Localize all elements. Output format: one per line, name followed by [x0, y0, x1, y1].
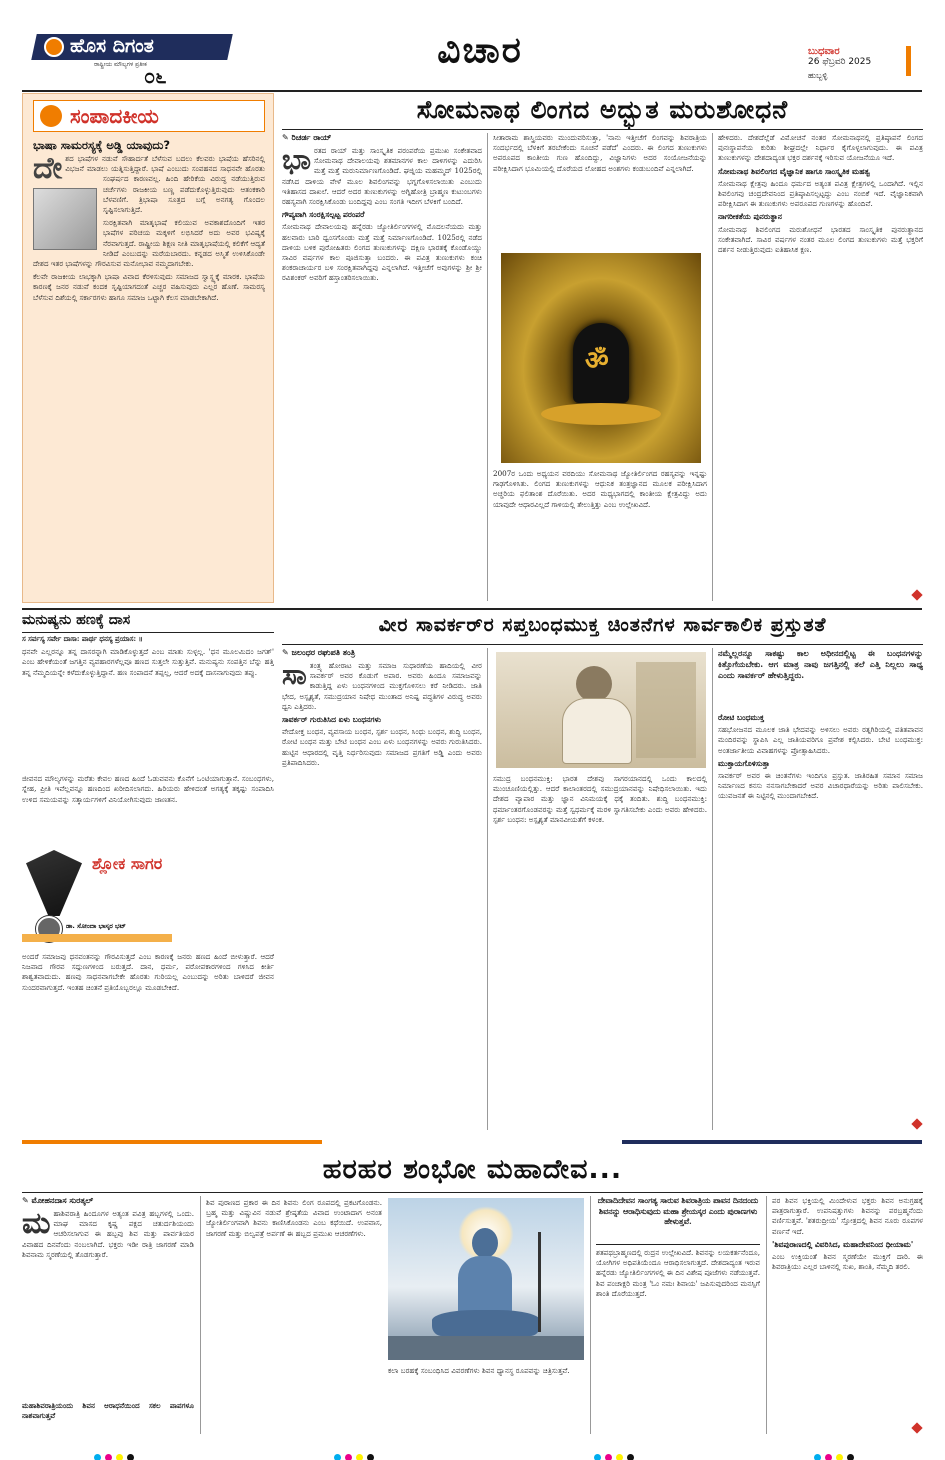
savarkar-subhead-3: ಮುಕ್ತಾಯಗೊಳಿಸುತ್ತಾ — [718, 758, 770, 768]
shiva-col2-text: ಶಿವ ಪುರಾಣದ ಪ್ರಕಾರ ಈ ದಿನ ಶಿವನು ಲಿಂಗ ರೂಪದಲ್ಲಿ ಪ್ರಕಟಗೊಂಡನು. ಬ್ರಹ್ಮ ಮತ್ತು ವಿಷ್ಣುವಿನ ನಡುವೆ ಶ್ರೇಷ್ಠತೆಯ ವಿವಾದ ಉಂಟಾದಾಗ ಅನಂತ ಜ್ಯೋತಿರ್ಲಿಂಗವಾಗಿ ಶಿವನು ಕಾಣಿಸಿಕೊಂಡನು ಎಂಬ ಕಥೆಯಿದೆ. ಉಪವಾಸ, ಜಾಗರಣೆ ಮತ್ತು ಬಿಲ್ವಪತ್ರೆ ಅರ್ಪಣೆ ಈ ಹಬ್ಬದ ಪ್ರಮುಖ ಆಚರಣೆಗಳು. — [206, 1198, 382, 1238]
savarkar-col-3: ನಮ್ಮೆಲ್ಲರನ್ನೂ ಸಾಕಷ್ಟು ಕಾಲ ಅಧೀನದಲ್ಲಿಟ್ಟ ಈ ಬಂಧನಗಳನ್ನು ಕಿತ್ತೊಗೆಯಬೇಕು. ಆಗ ಮಾತ್ರ ನಾವು ಜಗತ್ತಿನಲ್ಲಿ ತಲೆ ಎತ್ತಿ ನಿಲ್ಲಲು ಸಾಧ್ಯ ಎಂದು ಸಾವರ್ಕರ್ ಹೇಳುತ್ತಿದ್ದರು. ರೋಟಿ ಬಂಧಮುಕ್ತ ಸಹಭೋಜನದ ಮೂಲಕ ಜಾತಿ ಭೇದವನ್ನು ಅಳಿಸಲು ಅವರು ರತ್ನಗಿರಿಯಲ್ಲಿ ಪತಿತಪಾವನ ಮಂದಿರವನ್ನು ಸ್ಥಾಪಿಸಿ ಎಲ್ಲ ಜಾತಿಯವರಿಗೂ ಪ್ರವೇಶ ಕಲ್ಪಿಸಿದರು. ಬೇಟಿ ಬಂಧಮುಕ್ತ: ಅಂತರ್ಜಾತೀಯ ವಿವಾಹಗಳನ್ನು ಪ್ರೋತ್ಸಾಹಿಸಿದರು. ಮುಕ್ತಾಯಗೊಳಿಸುತ್ತಾ ಸಾವರ್ಕರ್ ಅವರ ಈ ಚಿಂತನೆಗಳು ಇಂದಿಗೂ ಪ್ರಸ್ತುತ. ಜಾತಿರಹಿತ ಸಮಾನ ಸಮಾಜ ನಿರ್ಮಾಣದ ಕನಸು ನನಸಾಗಬೇಕಾದರೆ ಅವರ ವಿಚಾರಧಾರೆಯನ್ನು ಅರಿತು ಪಾಲಿಸಬೇಕು. ಯುವಜನತೆ ಈ ನಿಟ್ಟಿನಲ್ಲಿ ಮುಂದಾಗಬೇಕಿದೆ. — [718, 648, 923, 1132]
editorial-emblem-icon — [40, 105, 62, 127]
editorial-box — [22, 93, 274, 603]
savarkar-subhead-1: ಸಾವರ್ಕರ್ ಗುರುತಿಸಿದ ಏಳು ಬಂಧನಗಳು — [282, 715, 381, 725]
page-number: ೦೬ — [144, 64, 167, 88]
lead-byline: ✎ ರಿಚರ್ಡ ರಾಯ್ — [282, 133, 332, 142]
shloka-badge-label: ಶ್ಲೋಕ ಸಾಗರ — [92, 854, 163, 873]
shloka-verse: ಸ ಸರ್ವಸ್ಯ ಸರ್ವೇ ದಾಸಾ: ಪಾರ್ಥ ಧನಸ್ಯ ಪ್ರಯಾಸ: ॥ — [22, 634, 143, 643]
om-symbol-icon: ॐ — [585, 346, 609, 376]
lead-photo-caption: 2007ರ ಒಂದು ಅಧ್ಯಯನ ವರದಿಯು ಸೋಮನಾಥ ಜ್ಯೋತಿರ್ಲಿಂಗದ ರಹಸ್ಯವನ್ನು ಇನ್ನಷ್ಟು ಗಾಢಗೊಳಿಸಿತು. ಲಿಂಗದ ತುಣುಕುಗಳನ್ನು ಆಧುನಿಕ ತಂತ್ರಜ್ಞಾನದ ಮೂಲಕ ಪರೀಕ್ಷಿಸಿದಾಗ ಅಚ್ಚರಿಯ ಫಲಿತಾಂಶ ದೊರೆಯಿತು. ಅದರ ಮಧ್ಯಭಾಗದಲ್ಲಿ ಕಾಂತೀಯ ಕ್ಷೇತ್ರವಿದ್ದು ಅದು ಯಾವುದೇ ಆಧಾರವಿಲ್ಲದೆ ಗಾಳಿಯಲ್ಲಿ ತೇಲುತ್ತಿತ್ತು ಎಂಬ ಉಲ್ಲೇಖವಿದೆ. — [493, 469, 707, 509]
shiva-col3-text: ಶತಪಥಬ್ರಾಹ್ಮಣದಲ್ಲಿ ರುದ್ರನ ಉಲ್ಲೇಖವಿದೆ. ಶಿವನನ್ನು ಲಯಕರ್ತನೆಂದೂ, ಯೋಗಿಗಳ ಅಧಿಪತಿಯೆಂದೂ ಆರಾಧಿಸಲಾಗುತ್ತದೆ. ದೇಶದಾದ್ಯಂತ ಇರುವ ಹನ್ನೆರಡು ಜ್ಯೋತಿರ್ಲಿಂಗಗಳಲ್ಲಿ ಈ ದಿನ ವಿಶೇಷ ಪೂಜೆಗಳು ನಡೆಯುತ್ತವೆ. ಶಿವ ಪಂಚಾಕ್ಷರಿ ಮಂತ್ರ 'ಓಂ ನಮಃ ಶಿವಾಯ' ಜಪಿಸುವುದರಿಂದ ಮನಸ್ಸಿಗೆ ಶಾಂತಿ ದೊರೆಯುತ್ತದೆ. — [596, 1248, 760, 1298]
registration-marks — [0, 1444, 945, 1456]
registration-dots-icon — [812, 1446, 856, 1460]
logo-text: ಹೊಸ ದಿಗಂತ — [70, 35, 154, 57]
masthead-rule — [22, 90, 922, 92]
lead-col3-text: ಹೇಳಿದರು. ದೇಶದೆಲ್ಲೆಡೆ ವಿಮೋಚನೆ ನಂತರ ಸೋಮನಾಥನಲ್ಲಿ ಪ್ರತಿಷ್ಠಾಪನೆ ಲಿಂಗದ ಪುನಃಸ್ಥಾಪನೆಯ ಕುರಿತು ಶೀಘ್ರದಲ್ಲೇ ನಿರ್ಧಾರ ಕೈಗೊಳ್ಳಲಾಗುವುದು. ಈ ಪವಿತ್ರ ತುಣುಕುಗಳನ್ನು ದೇಶದಾದ್ಯಂತ ಭಕ್ತರ ದರ್ಶನಕ್ಕೆ ಇರಿಸುವ ಯೋಜನೆಯೂ ಇದೆ. ಸೋಮನಾಥ ಶಿವಲಿಂಗದ ವೈಜ್ಞಾನಿಕ ಹಾಗೂ ಸಾಂಸ್ಕೃತಿಕ ಮಹತ್ವ ಸೋಮನಾಥ ಕ್ಷೇತ್ರವು ಹಿಂದೂ ಧರ್ಮದ ಅತ್ಯಂತ ಪವಿತ್ರ ಕ್ಷೇತ್ರಗಳಲ್ಲಿ ಒಂದಾಗಿದೆ. ಇಲ್ಲಿನ ಶಿವಲಿಂಗವು ಚಂದ್ರದೇವನಿಂದ ಪ್ರತಿಷ್ಠಾಪಿಸಲ್ಪಟ್ಟದ್ದು ಎಂಬ ನಂಬಿಕೆ ಇದೆ. ವೈಜ್ಞಾನಿಕವಾಗಿ ಪರೀಕ್ಷಿಸಿದಾಗ ಈ ತುಣುಕುಗಳು ಅಪರೂಪದ ಗುಣಗಳನ್ನು ಹೊಂದಿವೆ. ನಾಗರೀಕತೆಯ ಪುನರುತ್ಥಾನ ಸೋಮನಾಥ ಶಿವಲಿಂಗದ ಮರುಶೋಧನೆ ಭಾರತದ ಸಾಂಸ್ಕೃತಿಕ ಪುನರುತ್ಥಾನದ ಸಂಕೇತವಾಗಿದೆ. ಸಾವಿರ ವರ್ಷಗಳ ನಂತರ ಮೂಲ ಲಿಂಗದ ತುಣುಕುಗಳು ಮತ್ತೆ ಭಕ್ತರಿಗೆ ದರ್ಶನ ನೀಡುತ್ತಿರುವುದು ಐತಿಹಾಸಿಕ ಕ್ಷಣ. — [718, 133, 923, 255]
section-title: ವಿಚಾರ — [437, 30, 523, 71]
shloka-badge — [22, 844, 274, 946]
lead-article — [282, 93, 923, 605]
savarkar-col2-text: ಸಮುದ್ರ ಬಂಧನಮುಕ್ತಿ: ಭಾರತ ದೇಶವು ಸಾಗರಯಾನದಲ್ಲಿ ಒಂದು ಕಾಲದಲ್ಲಿ ಮುಂಚೂಣಿಯಲ್ಲಿತ್ತು. ಆದರೆ ಕಾಲಾಂತರದಲ್ಲಿ ಸಮುದ್ರಯಾನವನ್ನು ನಿಷೇಧಿಸಲಾಯಿತು. ಇದು ದೇಶದ ವ್ಯಾಪಾರ ಮತ್ತು ಜ್ಞಾನ ವಿನಿಮಯಕ್ಕೆ ಧಕ್ಕೆ ತಂದಿತು. ಶುದ್ಧಿ ಬಂಧನಮುಕ್ತಿ: ಧರ್ಮಾಂತರಗೊಂಡವರನ್ನು ಮತ್ತೆ ಸ್ವಧರ್ಮಕ್ಕೆ ಮರಳಿ ಸ್ವಾಗತಿಸಬೇಕು ಎಂದು ಅವರು ಹೇಳಿದರು. ಸ್ಪರ್ಶ ಬಂಧನ: ಅಸ್ಪೃಶ್ಯತೆ ಮಾನವೀಯತೆಗೆ ಕಳಂಕ. — [493, 774, 707, 824]
shiva-title: ಹರಹರ ಶಂಭೋ ಮಹಾದೇವ... — [322, 1154, 623, 1185]
date-block — [808, 46, 871, 81]
savarkar-col-1: ✎ ಜಲಂಧರ ರಘುಪತಿ ತಂತ್ರಿ ಸಾ ತಂತ್ರ್ಯ ಹೋರಾಟ ಮತ್ತು ಸಮಾಜ ಸುಧಾರಣೆಯ ಹಾದಿಯಲ್ಲಿ ವೀರ ಸಾವರ್ಕರ್ ಅವರ ಕೊಡುಗೆ ಅಪಾರ. ಅವರು ಹಿಂದೂ ಸಮಾಜವನ್ನು ಕಾಡುತ್ತಿದ್ದ ಏಳು ಬಂಧನಗಳಿಂದ ಮುಕ್ತಗೊಳಿಸಲು ಕರೆ ನೀಡಿದರು. ಜಾತಿ ಭೇದ, ಅಸ್ಪೃಶ್ಯತೆ, ಸಮುದ್ರಯಾನ ನಿಷೇಧ ಮುಂತಾದ ಅನಿಷ್ಟ ಪದ್ಧತಿಗಳ ವಿರುದ್ಧ ಅವರು ಧ್ವನಿ ಎತ್ತಿದರು. ಸಾವರ್ಕರ್ ಗುರುತಿಸಿದ ಏಳು ಬಂಧನಗಳು ವೇದೋಕ್ತ ಬಂಧನ, ವ್ಯವಸಾಯ ಬಂಧನ, ಸ್ಪರ್ಶ ಬಂಧನ, ಸಿಂಧು ಬಂಧನ, ಶುದ್ಧಿ ಬಂಧನ, ರೋಟಿ ಬಂಧನ ಮತ್ತು ಬೇಟಿ ಬಂಧನ ಎಂಬ ಏಳು ಬಂಧನಗಳನ್ನು ಅವರು ಗುರುತಿಸಿದರು. ಹುಟ್ಟಿನ ಆಧಾರದಲ್ಲಿ ವೃತ್ತಿ ನಿರ್ಧರಿಸುವುದು ಸಮಾಜದ ಪ್ರಗತಿಗೆ ಅಡ್ಡಿ ಎಂದು ಅವರು ಪ್ರತಿಪಾದಿಸಿದರು. — [282, 648, 482, 767]
shiva-verse: ಮಹಾಶಿವರಾತ್ರಿಯಂದು ಶಿವನ ಆರಾಧನೆಯಿಂದ ಸಕಲ ಪಾಪಗಳೂ ನಾಶವಾಗುತ್ತವೆ — [22, 1401, 194, 1421]
somnath-linga-photo — [501, 253, 701, 463]
editorial-label: ಸಂಪಾದಕೀಯ — [70, 104, 159, 128]
editorial-dropcap: ದೇ — [33, 154, 63, 186]
shiva-col-4: ಪರ ಶಿವನ ಭಕ್ತಿಯಲ್ಲಿ ಮಿಂದೇಳುವ ಭಕ್ತರು ಶಿವನ ಅನುಗ್ರಹಕ್ಕೆ ಪಾತ್ರರಾಗುತ್ತಾರೆ. ಉಪನಿಷತ್ತುಗಳು ಶಿವನನ್ನು ಪರಬ್ರಹ್ಮನೆಂದು ವರ್ಣಿಸುತ್ತವೆ. 'ಶತರುದ್ರೀಯ' ಸ್ತೋತ್ರದಲ್ಲಿ ಶಿವನ ನೂರು ರೂಪಗಳ ವರ್ಣನೆ ಇದೆ. 'ಶಿವಪುರಾಣದಲ್ಲಿ ವಿವರಿಸಿದ, ಮಹಾದೇವನಿಂದ ಧೀಯಾಮ' ಎಂಬ ಉಕ್ತಿಯಂತೆ ಶಿವನ ಸ್ಮರಣೆಯೇ ಮುಕ್ತಿಗೆ ದಾರಿ. ಈ ಶಿವರಾತ್ರಿಯು ಎಲ್ಲರ ಬಾಳಿನಲ್ಲಿ ಸುಖ, ಶಾಂತಿ, ನೆಮ್ಮದಿ ತರಲಿ. — [772, 1196, 923, 1436]
shiva-head-icon — [472, 1228, 498, 1258]
lead-subhead-3: ನಾಗರೀಕತೆಯ ಪುನರುತ್ಥಾನ — [718, 212, 783, 222]
shloka-title: ಮನುಷ್ಯನು ಹಣಕ್ಕೆ ದಾಸ — [22, 612, 131, 628]
editorial-title: ಭಾಷಾ ಸಾಮರಸ್ಯಕ್ಕೆ ಅಡ್ಡಿ ಯಾವುದು? — [33, 138, 171, 152]
lead-col2-text: ಸೀತಾರಾಮ ಶಾಸ್ತ್ರಿಯವರು ಮುಂದುವರಿಸುತ್ತಾ, 'ನಾನು ಇತ್ತೀಚೆಗೆ ಲಿಂಗವನ್ನು ಶಿವರಾತ್ರಿಯ ಸಂದರ್ಭದಲ್ಲಿ ಬೆಳಕಿಗೆ ತರಬೇಕೆಂದು ಸೂಚನೆ ಪಡೆದೆ' ಎಂದರು. ಈ ಲಿಂಗದ ತುಣುಕುಗಳು ಅಪರೂಪದ ಕಾಂತೀಯ ಗುಣ ಹೊಂದಿದ್ದು, ವಿಜ್ಞಾನಿಗಳು ಅದರ ಸಂಯೋಜನೆಯನ್ನು ಪರೀಕ್ಷಿಸಿದಾಗ ಭೂಮಿಯಲ್ಲಿ ದೊರೆಯದ ಲೋಹದ ಅಂಶಗಳು ಕಂಡುಬಂದಿವೆ ಎನ್ನಲಾಗಿದೆ. — [493, 133, 707, 173]
lead-col-2 — [493, 133, 707, 603]
lead-col-1 — [282, 133, 482, 603]
editorial-photo — [33, 188, 97, 250]
quill-icon — [26, 850, 82, 916]
shiva-article: ಹರಹರ ಶಂಭೋ ಮಹಾದೇವ... ✎ ಮೋಹನದಾಸ ಸುರತ್ಕಲ್ ಮ ಹಾಶಿವರಾತ್ರಿ ಹಿಂದೂಗಳ ಅತ್ಯಂತ ಪವಿತ್ರ ಹಬ್ಬಗಳಲ್ಲಿ ಒಂದು. ಮಾಘ ಮಾಸದ ಕೃಷ್ಣ ಪಕ್ಷದ ಚತುರ್ದಶಿಯಂದು ಆಚರಿಸಲಾಗುವ ಈ ಹಬ್ಬವು ಶಿವ ಮತ್ತು ಪಾರ್ವತಿಯರ ವಿವಾಹದ ದಿನವೆಂದು ನಂಬಲಾಗಿದೆ. ಭಕ್ತರು ಇಡೀ ರಾತ್ರಿ ಜಾಗರಣೆ ಮಾಡಿ ಶಿವನಾಮ ಸ್ಮರಣೆಯಲ್ಲಿ ತೊಡಗುತ್ತಾರೆ. ಮಹಾಶಿವರಾತ್ರಿಯಂದು ಶಿವನ ಆರಾಧನೆಯಿಂದ ಸಕಲ ಪಾಪಗಳೂ ನಾಶವಾಗುತ್ತವೆ ಶಿವ ಪುರಾಣದ ಪ್ರಕಾರ ಈ ದಿನ ಶಿವನು ಲಿಂಗ ರೂಪದಲ್ಲಿ ಪ್ರಕಟಗೊಂಡನು. ಬ್ರಹ್ಮ ಮತ್ತು ವಿಷ್ಣುವಿನ ನಡುವೆ ಶ್ರೇಷ್ಠತೆಯ ವಿವಾದ ಉಂಟಾದಾಗ ಅನಂತ ಜ್ಯೋತಿರ್ಲಿಂಗವಾಗಿ ಶಿವನು ಕಾಣಿಸಿಕೊಂಡನು ಎಂಬ ಕಥೆಯಿದೆ. ಉಪವಾಸ, ಜಾಗರಣೆ ಮತ್ತು ಬಿಲ್ವಪತ್ರೆ ಅರ್ಪಣೆ ಈ ಹಬ್ಬದ ಪ್ರಮುಖ ಆಚರಣೆಗಳು. ಕಲಾ ಬರಹಕ್ಕೆ ಸಂಬಂಧಿಸಿದ ವಿವರಣೆಗಳು ಶಿವನ ಧ್ಯಾನಸ್ಥ ರೂಪವನ್ನು ಚಿತ್ರಿಸುತ್ತವೆ. ದೇವಾದಿದೇವನ ಸಾಂಗತ್ಯ ಸಾರುವ ಶಿವರಾತ್ರಿಯ ಪಾವನ ದಿನದಂದು ಶಿವನನ್ನು ಆರಾಧಿಸುವುದು ಮಹಾ ಶ್ರೇಯಸ್ಕರ ಎಂದು ಪುರಾಣಗಳು ಹೇಳುತ್ತವೆ. ಶತಪಥಬ್ರಾಹ್ಮಣದಲ್ಲಿ ರುದ್ರನ ಉಲ್ಲೇಖವಿದೆ. ಶಿವನನ್ನು ಲಯಕರ್ತನೆಂದೂ, ಯೋಗಿಗಳ ಅಧಿಪತಿಯೆಂದೂ ಆರಾಧಿಸಲಾಗುತ್ತದೆ. ದೇಶದಾದ್ಯಂತ ಇರುವ ಹನ್ನೆರಡು ಜ್ಯೋತಿರ್ಲಿಂಗಗಳಲ್ಲಿ ಈ ದಿನ ವಿಶೇಷ ಪೂಜೆಗಳು ನಡೆಯುತ್ತವೆ. ಶಿವ ಪಂಚಾಕ್ಷರಿ ಮಂತ್ರ 'ಓಂ ನಮಃ ಶಿವಾಯ' ಜಪಿಸುವುದರಿಂದ ಮನಸ್ಸಿಗೆ ಶಾಂತಿ ದೊರೆಯುತ್ತದೆ. ಪರ ಶಿವನ ಭಕ್ತಿಯಲ್ಲಿ ಮಿಂದೇಳುವ ಭಕ್ತರು ಶಿವನ ಅನುಗ್ರಹಕ್ಕೆ ಪಾತ್ರರಾಗುತ್ತಾರೆ. ಉಪನಿಷತ್ತುಗಳು ಶಿವನನ್ನು ಪರಬ್ರಹ್ಮನೆಂದು ವರ್ಣಿಸುತ್ತವೆ. 'ಶತರುದ್ರೀಯ' ಸ್ತೋತ್ರದಲ್ಲಿ ಶಿವನ ನೂರು ರೂಪಗಳ ವರ್ಣನೆ ಇದೆ. 'ಶಿವಪುರಾಣದಲ್ಲಿ ವಿವರಿಸಿದ, ಮಹಾದೇವನಿಂದ ಧೀಯಾಮ' ಎಂಬ ಉಕ್ತಿಯಂತೆ ಶಿವನ ಸ್ಮರಣೆಯೇ ಮುಕ್ತಿಗೆ ದಾರಿ. ಈ ಶಿವರಾತ್ರಿಯು ಎಲ್ಲರ ಬಾಳಿನಲ್ಲಿ ಸುಖ, ಶಾಂತಿ, ನೆಮ್ಮದಿ ತರಲಿ. — [22, 1148, 923, 1438]
registration-dots-icon — [332, 1446, 376, 1460]
shiva-intro: ದೇವಾದಿದೇವನ ಸಾಂಗತ್ಯ ಸಾರುವ ಶಿವರಾತ್ರಿಯ ಪಾವನ ದಿನದಂದು ಶಿವನನ್ನು ಆರಾಧಿಸುವುದು ಮಹಾ ಶ್ರೇಯಸ್ಕರ ಎಂದು ಪುರಾಣಗಳು ಹೇಳುತ್ತವೆ. — [597, 1196, 759, 1226]
lead-subhead-2: ಸೋಮನಾಥ ಶಿವಲಿಂಗದ ವೈಜ್ಞಾನಿಕ ಹಾಗೂ ಸಾಂಸ್ಕೃತಿಕ ಮಹತ್ವ — [718, 166, 870, 176]
lead-col1-text: ಭಾ ರತದ ರಾಯ್ ಮತ್ತು ಸಾಂಸ್ಕೃತಿಕ ಪರಂಪರೆಯ ಪ್ರಮುಖ ಸಂಕೇತವಾದ ಸೋಮನಾಥ ದೇವಾಲಯವು ಶತಮಾನಗಳ ಕಾಲ ದಾಳಿಗಳನ್ನು ಎದುರಿಸಿ ಮತ್ತೆ ಮತ್ತೆ ಮರುನಿರ್ಮಾಣಗೊಂಡಿದೆ. ಘಜ್ನಿಯ ಮಹಮ್ಮದ್ 1025ರಲ್ಲಿ ನಡೆಸಿದ ದಾಳಿಯ ವೇಳೆ ಮೂಲ ಶಿವಲಿಂಗವನ್ನು ಭಗ್ನಗೊಳಿಸಲಾಯಿತು ಎಂಬುದು ಇತಿಹಾಸದ ದಾಖಲೆ. ಆದರೆ ಅದರ ತುಣುಕುಗಳನ್ನು ಅಗ್ನಿಹೋತ್ರಿ ಬ್ರಾಹ್ಮಣ ಕುಟುಂಬಗಳು ರಹಸ್ಯವಾಗಿ ಸಂರಕ್ಷಿಸಿಕೊಂಡು ಬಂದಿದ್ದವು ಎಂಬ ಸಂಗತಿ ಇದೀಗ ಬೆಳಕಿಗೆ ಬಂದಿದೆ. ಗೌಪ್ಯವಾಗಿ ಸಂರಕ್ಷಿಸಲ್ಪಟ್ಟ ಪರಂಪರೆ ಸೋಮನಾಥ ದೇವಾಲಯವು ಹನ್ನೆರಡು ಜ್ಯೋತಿರ್ಲಿಂಗಗಳಲ್ಲಿ ಮೊದಲನೆಯದು ಮತ್ತು ಹಲವಾರು ಬಾರಿ ಧ್ವಂಸಗೊಂಡು ಮತ್ತೆ ಮತ್ತೆ ನಿರ್ಮಾಣಗೊಂಡಿದೆ. 1025ರಲ್ಲಿ ನಡೆದ ದಾಳಿಯ ಬಳಿಕ ಪುರೋಹಿತರು ಲಿಂಗದ ತುಣುಕುಗಳನ್ನು ದಕ್ಷಿಣ ಭಾರತಕ್ಕೆ ಕೊಂಡೊಯ್ದು ಸಾವಿರ ವರ್ಷಗಳ ಕಾಲ ಪೂಜಿಸುತ್ತಾ ಬಂದರು. ಈ ಪವಿತ್ರ ತುಣುಕುಗಳು ಕಂಚಿ ಶಂಕರಾಚಾರ್ಯರ ಬಳಿ ಸಂರಕ್ಷಿತವಾಗಿದ್ದವು ಎನ್ನಲಾಗಿದೆ. ಇತ್ತೀಚೆಗೆ ಅವುಗಳನ್ನು ಶ್ರೀ ಶ್ರೀ ರವಿಶಂಕರ್ ಅವರಿಗೆ ಹಸ್ತಾಂತರಿಸಲಾಯಿತು. — [282, 146, 482, 283]
savarkar-title: ವೀರ ಸಾವರ್ಕರ್‌ರ ಸಪ್ತಬಂಧಮುಕ್ತ ಚಿಂತನೆಗಳ ಸಾರ್ವಕಾಲಿಕ ಪ್ರಸ್ತುತತೆ — [378, 614, 827, 636]
editorial-paragraph: ಸುರಕ್ಷಿತವಾಗಿ ಮಾತೃಭಾಷೆ ಕಲಿಯುವ ಅವಕಾಶದೊಂದಿಗೆ ಇತರ ಭಾಷೆಗಳ ಪರಿಚಯ ಮಕ್ಕಳಿಗೆ ಲಭಿಸಿದರೆ ಅದು ಅವರ ಭವಿಷ್ಯಕ್ಕೆ ನೆರವಾಗುತ್ತದೆ. ರಾಷ್ಟ್ರೀಯ ಶಿಕ್ಷಣ ನೀತಿ ಮಾತೃಭಾಷೆಯಲ್ಲಿ ಕಲಿಕೆಗೆ ಆದ್ಯತೆ ನೀಡಿದೆ ಎಂಬುದನ್ನು ಮರೆಯಬಾರದು. ಕನ್ನಡದ ಅಸ್ಮಿತೆ ಉಳಿಸಿಕೊಂಡೇ ದೇಶದ ಇತರ ಭಾಷೆಗಳನ್ನು ಗೌರವಿಸುವ ಮನೋಭಾವ ನಮ್ಮದಾಗಬೇಕು. — [33, 218, 265, 269]
shiva-col-3 — [596, 1196, 760, 1436]
editorial-body — [33, 154, 265, 598]
registration-dots-icon — [592, 1446, 636, 1460]
editorial-label-box — [33, 100, 265, 132]
masthead-accent-bar — [906, 46, 911, 76]
masthead — [0, 0, 945, 92]
shloka-column — [22, 612, 274, 1132]
date-label: 26 ಫೆಬ್ರವರಿ 2025 — [808, 57, 872, 67]
shiva-subhead: 'ಶಿವಪುರಾಣದಲ್ಲಿ ವಿವರಿಸಿದ, ಮಹಾದೇವನಿಂದ ಧೀಯಾಮ' — [772, 1239, 914, 1249]
shiva-col-1: ✎ ಮೋಹನದಾಸ ಸುರತ್ಕಲ್ ಮ ಹಾಶಿವರಾತ್ರಿ ಹಿಂದೂಗಳ ಅತ್ಯಂತ ಪವಿತ್ರ ಹಬ್ಬಗಳಲ್ಲಿ ಒಂದು. ಮಾಘ ಮಾಸದ ಕೃಷ್ಣ ಪಕ್ಷದ ಚತುರ್ದಶಿಯಂದು ಆಚರಿಸಲಾಗುವ ಈ ಹಬ್ಬವು ಶಿವ ಮತ್ತು ಪಾರ್ವತಿಯರ ವಿವಾಹದ ದಿನವೆಂದು ನಂಬಲಾಗಿದೆ. ಭಕ್ತರು ಇಡೀ ರಾತ್ರಿ ಜಾಗರಣೆ ಮಾಡಿ ಶಿವನಾಮ ಸ್ಮರಣೆಯಲ್ಲಿ ತೊಡಗುತ್ತಾರೆ. ಮಹಾಶಿವರಾತ್ರಿಯಂದು ಶಿವನ ಆರಾಧನೆಯಿಂದ ಸಕಲ ಪಾಪಗಳೂ ನಾಶವಾಗುತ್ತವೆ — [22, 1196, 194, 1436]
logo-block[interactable] — [34, 34, 230, 88]
author-name: ಡಾ. ಸೋಂದಾ ಭಾಸ್ಕರ ಭಟ್ — [66, 922, 126, 930]
shiva-dropcap: ಮ — [22, 1209, 51, 1241]
lead-subhead-1: ಗೌಪ್ಯವಾಗಿ ಸಂರಕ್ಷಿಸಲ್ಪಟ್ಟ ಪರಂಪರೆ — [282, 210, 365, 220]
lead-title: ಸೋಮನಾಥ ಲಿಂಗದ ಅದ್ಭುತ ಮರುಶೋಧನೆ — [416, 95, 789, 124]
editorial-paragraph: ಕೆಲವೇ ರಾಜಕೀಯ ಲಾಭಕ್ಕಾಗಿ ಭಾಷಾ ವಿವಾದ ಕೆರಳಿಸುವುದು ಸಮಾಜದ ಸ್ವಾಸ್ಥ್ಯಕ್ಕೆ ಮಾರಕ. ಭಾಷೆಯ ಕಾರಣಕ್ಕೆ ಜನರ ನಡುವೆ ಕಂದಕ ಸೃಷ್ಟಿಯಾಗದಂತೆ ಎಚ್ಚರ ವಹಿಸುವುದು ಎಲ್ಲರ ಹೊಣೆ. ಸಾಮರಸ್ಯ ಬೆಳೆಸುವ ದಿಶೆಯಲ್ಲಿ ಸರ್ಕಾರಗಳು ಹಾಗೂ ಸಮಾಜ ಒಟ್ಟಾಗಿ ಕೆಲಸ ಮಾಡಬೇಕಾಗಿದೆ. — [33, 272, 265, 302]
savarkar-pullquote: ನಮ್ಮೆಲ್ಲರನ್ನೂ ಸಾಕಷ್ಟು ಕಾಲ ಅಧೀನದಲ್ಲಿಟ್ಟ ಈ ಬಂಧನಗಳನ್ನು ಕಿತ್ತೊಗೆಯಬೇಕು. ಆಗ ಮಾತ್ರ ನಾವು ಜಗತ್ತಿನಲ್ಲಿ ತಲೆ ಎತ್ತಿ ನಿಲ್ಲಲು ಸಾಧ್ಯ ಎಂದು ಸಾವರ್ಕರ್ ಹೇಳುತ್ತಿದ್ದರು. — [718, 648, 923, 680]
lead-col-3 — [718, 133, 923, 603]
day-label: ಬುಧವಾರ — [808, 46, 840, 57]
registration-dots-icon — [92, 1446, 136, 1460]
savarkar-article — [282, 612, 923, 1134]
shloka-text-2: ಜೀವನದ ಮೌಲ್ಯಗಳನ್ನು ಮರೆತು ಕೇವಲ ಹಣದ ಹಿಂದೆ ಓಡುವವನು ಕೊನೆಗೆ ಒಂಟಿಯಾಗುತ್ತಾನೆ. ಸಂಬಂಧಗಳು, ಸ್ನೇಹ, ಪ್ರೀತಿ ಇವೆಲ್ಲವನ್ನೂ ಹಣದಿಂದ ಖರೀದಿಸಲಾಗದು. ಹಿರಿಯರು ಹೇಳಿದಂತೆ ಅಗತ್ಯಕ್ಕೆ ತಕ್ಕಷ್ಟು ಸಂಪಾದಿಸಿ ಉಳಿದ ಸಮಯವನ್ನು ಸತ್ಕಾರ್ಯಗಳಿಗೆ ವಿನಿಯೋಗಿಸುವುದು ಜಾಣತನ. — [22, 774, 274, 804]
shloka-text-1: ಧನವೇ ಎಲ್ಲರನ್ನೂ ತನ್ನ ದಾಸರನ್ನಾಗಿ ಮಾಡಿಕೊಳ್ಳುತ್ತದೆ ಎಂಬ ಮಾತು ಸುಳ್ಳಲ್ಲ. 'ಧನ ಮೂಲಮಿದಂ ಜಗತ್' ಎಂಬ ಹೇಳಿಕೆಯಂತೆ ಜಗತ್ತಿನ ವ್ಯವಹಾರಗಳೆಲ್ಲವೂ ಹಣದ ಸುತ್ತಲೇ ಸುತ್ತುತ್ತಿವೆ. ಮನುಷ್ಯನು ಸಂಪತ್ತಿನ ಬೆನ್ನು ಹತ್ತಿ ತನ್ನ ನೆಮ್ಮದಿಯನ್ನೇ ಕಳೆದುಕೊಳ್ಳುತ್ತಿದ್ದಾನೆ. ಹಣ ಸಂಪಾದನೆ ತಪ್ಪಲ್ಲ, ಆದರೆ ಅದಕ್ಕೆ ದಾಸನಾಗುವುದು ತಪ್ಪು. — [22, 647, 274, 677]
editorial-paragraph: ಶದ ಭಾಷೆಗಳ ನಡುವೆ ಸೌಹಾರ್ದತೆ ಬೆಳೆಸುವ ಬದಲು ಕೆಲವರು ಭಾಷೆಯ ಹೆಸರಿನಲ್ಲಿ ವಿಭಜನೆ ಮಾಡಲು ಯತ್ನಿಸುತ್ತಿದ್ದಾರೆ. ಭಾಷೆ ಎಂಬುದು ಸಂವಹನದ ಸಾಧನವೇ ಹೊರತು ಸಂಘರ್ಷದ ಕಾರಣವಲ್ಲ. ಹಿಂದಿ ಹೇರಿಕೆಯ ವಿರುದ್ಧ ನಡೆಯುತ್ತಿರುವ ಚರ್ಚೆಗಳು ರಾಜಕೀಯ ಬಣ್ಣ ಪಡೆದುಕೊಳ್ಳುತ್ತಿರುವುದು ಆತಂಕಕಾರಿ ಬೆಳವಣಿಗೆ. ತ್ರಿಭಾಷಾ ಸೂತ್ರದ ಬಗ್ಗೆ ಅನಗತ್ಯ ಗೊಂದಲ ಸೃಷ್ಟಿಸಲಾಗುತ್ತಿದೆ. — [65, 154, 265, 215]
shloka-text-3: ಅಂದರೆ ಸಮಾಜವು ಧನವಂತನನ್ನು ಗೌರವಿಸುತ್ತದೆ ಎಂಬ ಕಾರಣಕ್ಕೆ ಜನರು ಹಣದ ಹಿಂದೆ ಬೀಳುತ್ತಾರೆ. ಆದರೆ ನಿಜವಾದ ಗೌರವ ಸದ್ಗುಣಗಳಿಂದ ಬರುತ್ತದೆ. ದಾನ, ಧರ್ಮ, ಪರೋಪಕಾರಗಳಿಂದ ಗಳಿಸಿದ ಕೀರ್ತಿ ಶಾಶ್ವತವಾದುದು. ಹಣವು ಸಾಧನವಾಗಬೇಕೇ ಹೊರತು ಗುರಿಯಲ್ಲ ಎಂಬುದನ್ನು ಅರಿತು ಬಾಳಿದರೆ ಜೀವನ ಸುಂದರವಾಗುತ್ತದೆ. ಇಂತಹ ಚಿಂತನೆ ಪ್ರತಿಯೊಬ್ಬರಲ್ಲೂ ಮೂಡಬೇಕಿದೆ. — [22, 952, 274, 992]
shiva-meditation-image — [388, 1198, 584, 1360]
section-color-band — [22, 1140, 922, 1144]
logo-emblem-icon — [44, 37, 64, 57]
savarkar-dropcap: ಸಾ — [282, 661, 307, 691]
savarkar-byline: ✎ ಜಲಂಧರ ರಘುಪತಿ ತಂತ್ರಿ — [282, 648, 356, 657]
city-label: ಹುಬ್ಬಳ್ಳಿ — [808, 71, 828, 80]
trident-icon — [538, 1232, 541, 1332]
lead-title-rule — [282, 129, 923, 130]
savarkar-photo — [496, 652, 706, 768]
savarkar-subhead-2: ರೋಟಿ ಬಂಧಮುಕ್ತ — [718, 713, 765, 722]
shiva-byline: ✎ ಮೋಹನದಾಸ ಸುರತ್ಕಲ್ — [22, 1196, 94, 1205]
logo-tagline: ರಾಷ್ಟ್ರೀಯ ಮೌಲ್ಯಗಳ ಪ್ರತೀಕ — [94, 61, 147, 68]
lead-dropcap: ಭಾ — [282, 146, 312, 176]
